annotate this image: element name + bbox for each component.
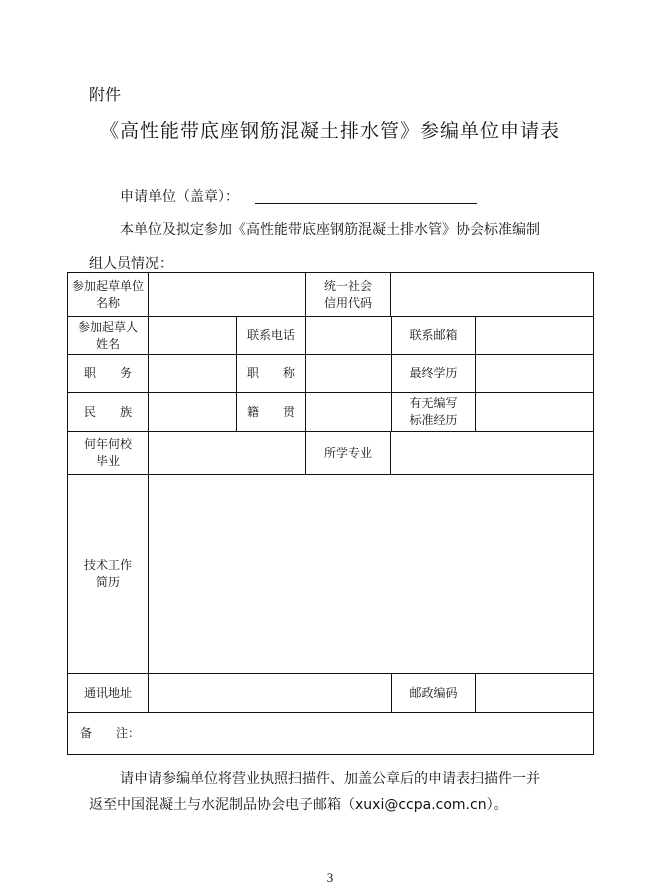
drafter-name-field[interactable] xyxy=(149,317,236,354)
credit-code-field[interactable] xyxy=(391,273,593,316)
applicant-signature-line xyxy=(255,203,477,204)
form-title: 《高性能带底座钢筋混凝土排水管》参编单位申请表 xyxy=(99,120,560,142)
email-field[interactable] xyxy=(476,317,593,354)
credit-code-label: 统一社会 信用代码 xyxy=(323,278,372,310)
education-label: 最终学历 xyxy=(409,366,458,380)
address-label: 通讯地址 xyxy=(83,685,132,700)
applicant-label: 申请单位（盖章）： xyxy=(120,189,239,205)
address-field[interactable] xyxy=(149,674,391,712)
intro-line-1: 本单位及拟定参加《高性能带底座钢筋混凝土排水管》协会标准编制 xyxy=(120,222,540,238)
position-field[interactable] xyxy=(149,355,236,392)
postcode-label: 邮政编码 xyxy=(409,685,458,700)
page-number: 3 xyxy=(326,870,334,885)
major-field[interactable] xyxy=(391,432,593,474)
phone-label: 联系电话 xyxy=(246,328,295,342)
ethnicity-field[interactable] xyxy=(149,393,236,431)
education-field[interactable] xyxy=(476,355,593,392)
job-title-label: 职 称 xyxy=(246,366,295,380)
resume-field[interactable] xyxy=(149,475,593,673)
native-place-field[interactable] xyxy=(306,393,391,431)
phone-field[interactable] xyxy=(306,317,391,354)
unit-name-field[interactable] xyxy=(149,273,305,316)
native-place-label: 籍 贯 xyxy=(246,404,295,419)
footer-note-line-2: 返至中国混凝土与水泥制品协会电子邮箱（xuxi@ccpa.com.cn）。 xyxy=(89,797,508,813)
experience-field[interactable] xyxy=(476,393,593,431)
resume-label: 技术工作 简历 xyxy=(83,558,132,589)
drafter-name-label: 参加起草人 姓名 xyxy=(77,319,138,351)
ethnicity-label: 民 族 xyxy=(83,404,132,419)
attachment-label: 附件 xyxy=(89,85,122,104)
footer-note-line-1: 请申请参编单位将营业执照扫描件、加盖公章后的申请表扫描件一并 xyxy=(120,771,540,787)
major-label: 所学专业 xyxy=(323,445,372,460)
intro-line-2: 组人员情况： xyxy=(89,256,173,272)
position-label: 职 务 xyxy=(83,366,132,380)
graduated-label: 何年何校 毕业 xyxy=(83,437,132,468)
unit-name-label: 参加起草单位 名称 xyxy=(71,278,144,310)
email-label: 联系邮箱 xyxy=(409,328,458,342)
remark-label: 备 注： xyxy=(80,726,141,740)
postcode-field[interactable] xyxy=(476,674,593,712)
job-title-field[interactable] xyxy=(306,355,391,392)
experience-label: 有无编写 标准经历 xyxy=(409,396,458,427)
graduated-field[interactable] xyxy=(149,432,305,474)
